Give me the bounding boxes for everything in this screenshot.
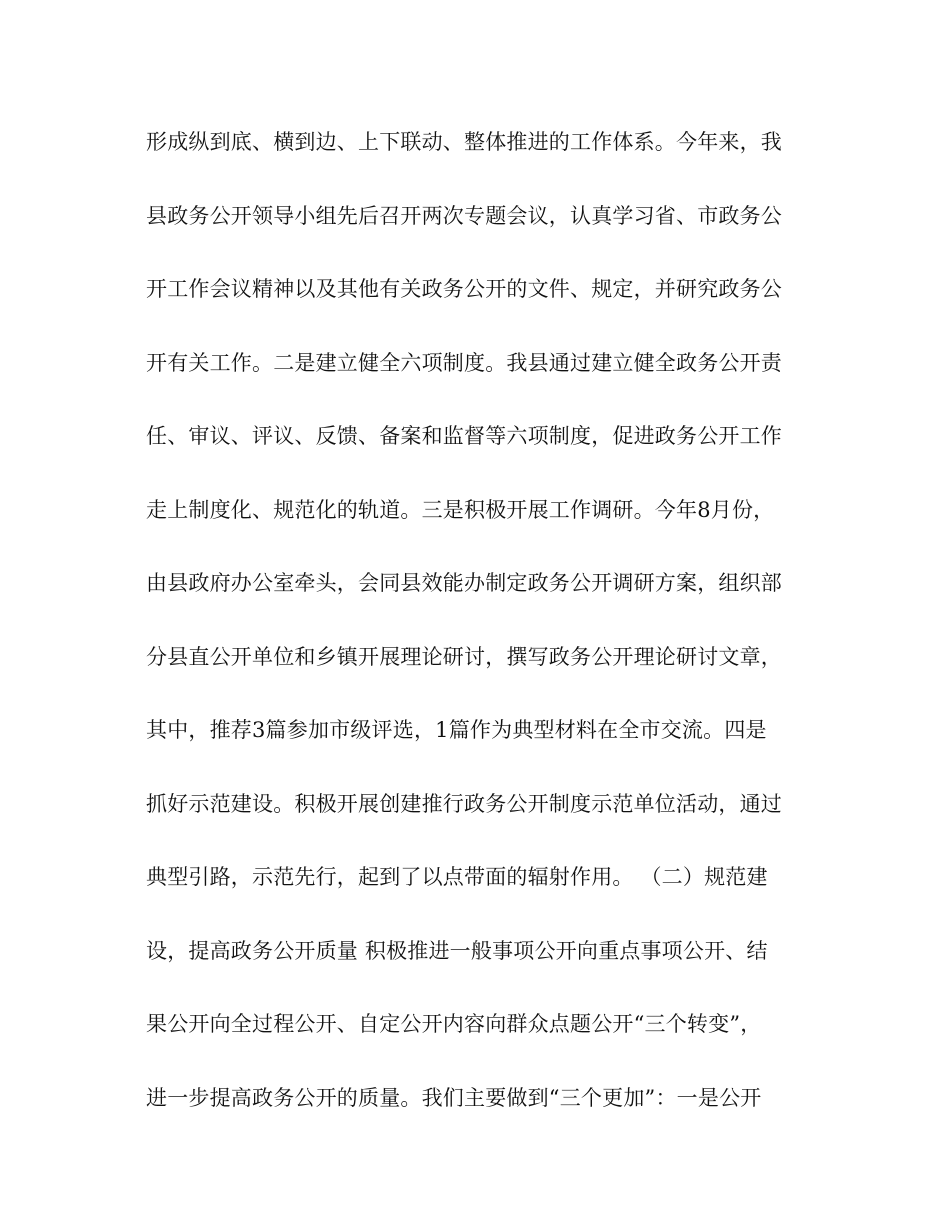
text-line: 由县政府办公室牵头，会同县效能办制定政务公开调研方案，组织部 (146, 571, 782, 595)
text-line: 进一步提高政务公开的质量。我们主要做到“三个更加”：一是公开 (146, 1085, 762, 1110)
text-line: 典型引路，示范先行，起到了以点带面的辐射作用。 （二）规范建 (146, 865, 768, 889)
text-line: 任、审议、评议、反馈、备案和监督等六项制度，促进政务公开工作 (146, 424, 782, 448)
body-text (146, 120, 806, 1149)
text-line: 抓好示范建设。积极开展创建推行政务公开制度示范单位活动，通过 (146, 791, 782, 816)
text-line: 分县直公开单位和乡镇开展理论研讨，撰写政务公开理论研讨文章， (146, 644, 782, 669)
text-line: 果公开向全过程公开、自定公开内容向群众点题公开“三个转变”， (146, 1012, 762, 1036)
text-line: 开工作会议精神以及其他有关政务公开的文件、规定，并研究政务公 (146, 277, 782, 301)
text-line: 走上制度化、规范化的轨道。三是积极开展工作调研。今年8月份， (146, 497, 775, 522)
text-line: 其中，推荐3篇参加市级评选，1篇作为典型材料在全市交流。四是 (146, 718, 767, 742)
text-line: 县政务公开领导小组先后召开两次专题会议，认真学习省、市政务公 (146, 203, 782, 228)
text-line: 设，提高政务公开质量 积极推进一般事项公开向重点事项公开、结 (146, 938, 768, 963)
text-line: 开有关工作。二是建立健全六项制度。我县通过建立健全政务公开责 (146, 350, 782, 375)
text-line: 形成纵到底、横到边、上下联动、整体推进的工作体系。今年来，我 (146, 130, 782, 154)
